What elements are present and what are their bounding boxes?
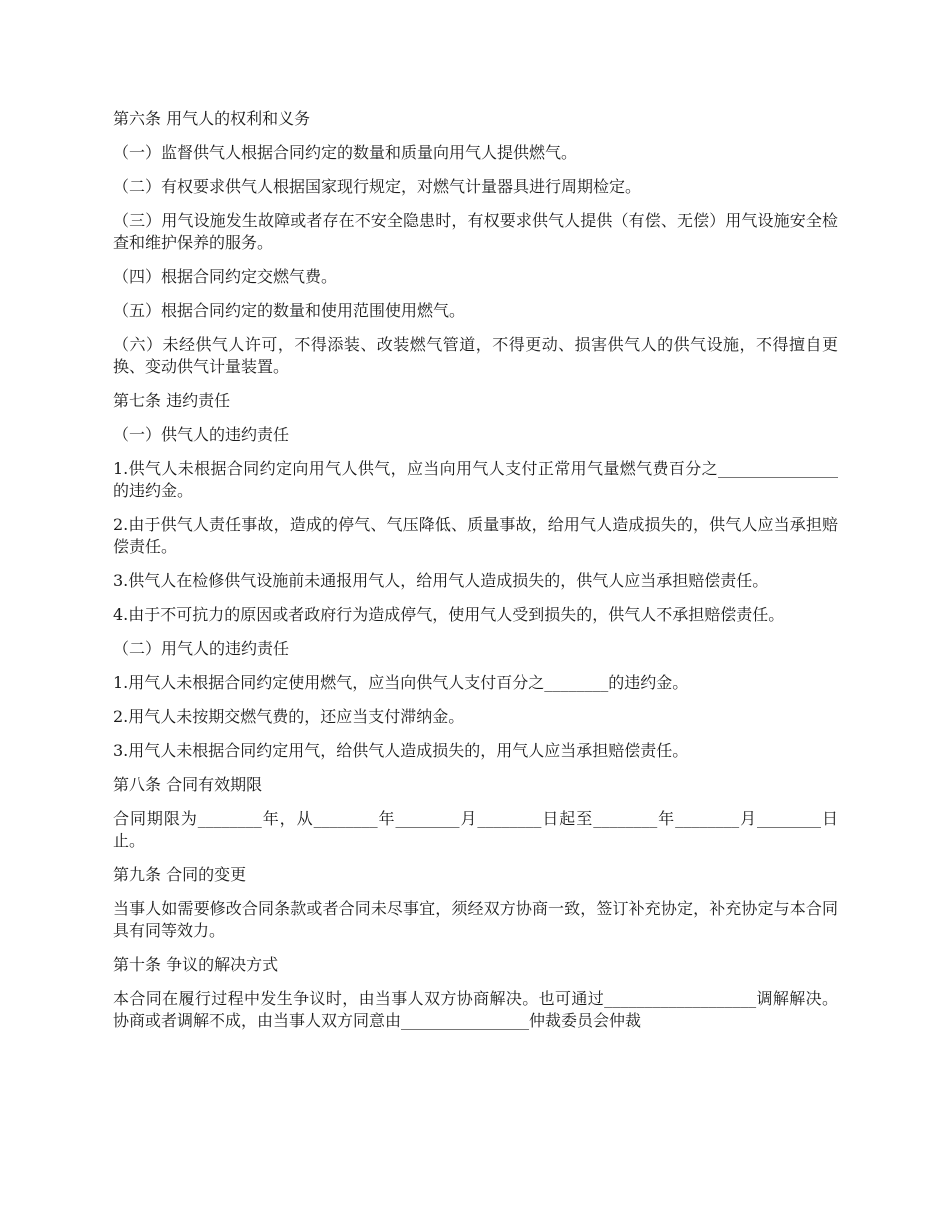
document-page [113,108,838,1044]
user-liability-3: 3.用气人未根据合同约定用气，给供气人造成损失的，用气人应当承担赔偿责任。 [113,741,689,760]
contract-term-paragraph: 合同期限为________年，从________年________月________日起至________年________月________日止。 [113,809,838,850]
article-7-heading: 第七条 违约责任 [113,391,231,410]
supplier-liability-3: 3.供气人在检修供气设施前未通报用气人，给用气人造成损失的，供气人应当承担赔偿责任。 [113,571,769,590]
supplier-liability-2: 2.由于供气人责任事故，造成的停气、气压降低、质量事故，给用气人造成损失的，供气人应当承担赔偿责任。 [113,515,838,556]
user-liability-2: 2.用气人未按期交燃气费的，还应当支付滞纳金。 [113,707,465,726]
supplier-liability-4: 4.由于不可抗力的原因或者政府行为造成停气，使用气人受到损失的，供气人不承担赔偿责任。 [113,605,785,624]
article-6-item-6: （六）未经供气人许可，不得添装、改装燃气管道，不得更动、损害供气人的供气设施，不得擅自更换、变动供气计量装置。 [113,335,838,376]
article-10-heading: 第十条 争议的解决方式 [113,955,279,974]
article-6-item-4: （四）根据合同约定交燃气费。 [113,267,338,286]
article-6-item-2: （二）有权要求供气人根据国家现行规定，对燃气计量器具进行周期检定。 [113,177,642,196]
user-liability-1: 1.用气人未根据合同约定使用燃气，应当向供气人支付百分之________的违约金。 [113,673,689,692]
article-8-heading: 第八条 合同有效期限 [113,775,263,794]
supplier-liability-heading: （一）供气人的违约责任 [113,425,290,444]
dispute-resolution-paragraph: 本合同在履行过程中发生争议时，由当事人双方协商解决。也可通过___________________调解解决。协商或者调解不成，由当事人双方同意由________________仲裁委员会仲裁 [113,989,838,1030]
supplier-liability-1: 1.供气人未根据合同约定向用气人供气，应当向用气人支付正常用气量燃气费百分之_______________的违约金。 [113,459,838,500]
article-6-heading: 第六条 用气人的权利和义务 [113,109,311,128]
user-liability-heading: （二）用气人的违约责任 [113,639,290,658]
contract-change-paragraph: 当事人如需要修改合同条款或者合同未尽事宜，须经双方协商一致，签订补充协定，补充协定与本合同具有同等效力。 [113,899,838,940]
article-6-item-1: （一）监督供气人根据合同约定的数量和质量向用气人提供燃气。 [113,143,578,162]
article-6-item-5: （五）根据合同约定的数量和使用范围使用燃气。 [113,301,466,320]
article-6-item-3: （三）用气设施发生故障或者存在不安全隐患时，有权要求供气人提供（有偿、无偿）用气设施安全检查和维护保养的服务。 [113,211,838,252]
article-9-heading: 第九条 合同的变更 [113,865,247,884]
